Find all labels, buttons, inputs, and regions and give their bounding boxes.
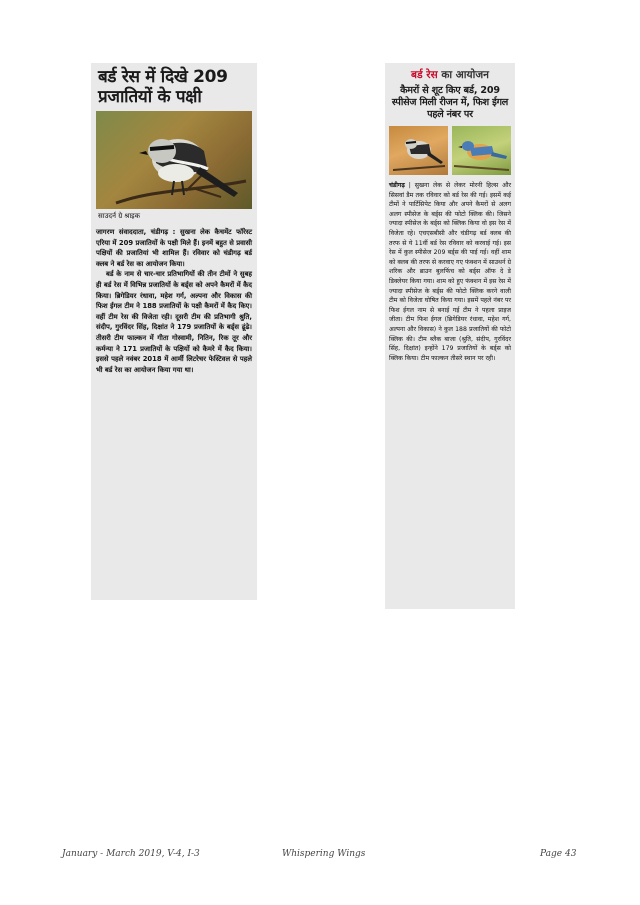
shrike-illustration [96,111,252,209]
bulbul-thumbnail [452,126,511,175]
bulbul-thumbnail-illustration [452,126,511,175]
left-clipping-headline: बर्ड रेस में दिखे 209 प्रजातियों के पक्षी [98,67,228,107]
footer-magazine-name: Whispering Wings [282,849,366,859]
right-clipping-body [389,181,511,363]
left-clipping-body [96,227,252,375]
shrike-thumbnail [389,126,448,175]
left-paragraph-2: बर्ड के नाम से चार-चार प्रतिभागियों की तीन टीमों ने सुबह ही बर्ड रेस में विभिन्न प्रजातियों के बर्ड्स को अपने कैमरों में कैद किया। ब्रिगेडियर रंधावा, महेश गर्ग, अल्पना और विकास की फिश ईगल टीम ने 188 प्रजातियों के पक्षी कैमरों में कैद किए। वहीं टीम रेस की विजेता रही। दूसरी टीम की प्रतिभागी श्रुति, संदीप, गुरविंदर सिंह, दिक्षांत ने 179 प्रजातियों के बर्ड्स ढूंढे। तीसरी टीम फाल्कन में गीता गोस्वामी, नितिन, रिक तूर और कर्मन्या ने 171 प्रजातियों के पक्षियों को कैमरे में कैद किया। इससे पहले नवंबर 2018 में आर्मी लिटरेचर फेस्टिवल से पहले भी बर्ड रेस का आयोजन किया गया था। [96,270,252,374]
kicker-highlight: बर्ड रेस [411,69,438,81]
southern-grey-shrike-photo [96,111,252,209]
footer-issue-info: January - March 2019, V-4, I-3 [62,849,200,859]
kicker-rest: का आयोजन [437,69,489,81]
footer-page-number: Page 43 [540,849,577,859]
bird-photo-row [389,126,511,175]
right-clipping-headline: कैमरों से शूट किए बर्ड, 209 स्पीसेज मिली रीजन में, फिश ईगल पहले नंबर पर [391,85,509,120]
dateline: चंडीगढ़ [389,182,405,189]
photo-caption: साउदर्न ग्रे श्राइक [98,212,140,220]
left-paragraph-1: जागरण संवाददाता, चंडीगढ़ : सुखना लेक कैचमेंट फॉरेस्ट एरिया में 209 प्रजातियों के पक्षी मिले हैं। इनमें बहुत से प्रवासी पक्षियों की प्रजातियां भी शामिल हैं। रविवार को चंडीगढ़ बर्ड क्लब ने बर्ड रेस का आयोजन किया। [96,228,252,268]
right-newspaper-clipping [385,63,515,609]
right-clipping-kicker [389,68,511,82]
shrike-thumbnail-illustration [389,126,448,175]
left-newspaper-clipping [91,63,257,600]
right-body-text: | सुखना लेक से लेकर मोरनी हिल्स और सिसवां डैम तक रविवार को बर्ड रेस की गई। इसमें कई टीमों ने पार्टिसिपेट किया और अपने कैमरों से अलग अलग स्पीसेज के बर्ड्स की फोटो क्लिक की। जिसने ज्यादा स्पीसेज के बर्ड्स को क्लिक किया वो इस रेस में विजेता रहे। एचएसबीसी और चंडीगढ़ बर्ड क्लब की तरफ से ये 11वीं बर्ड रेस रविवार को करवाई गई। इस रेस में कुल स्पीसेज 209 बर्ड्स की पाई गई। वहीं शाम को क्लब की तरफ से करवाए गए फंक्शन में साउथर्न ग्रे शरिक और ब्राउन बुलफिंच को बर्ड्स ऑफ दे डे डिक्लेयर किया गया। शाम को हुए फंक्शन में इस रेस में ज्यादा स्पीसेज के बर्ड्स की फोटो क्लिक करने वाली टीम को विजेता घोषित किया गया। इसमें पहले नंबर पर फिश ईगल नाम से बनाई गई टीम ने पहला प्राइज जीता। टीम फिश ईगल (ब्रिगेडियर रंधावा, महेश गर्ग, अल्पना और विकास) ने कुल 188 प्रजातियों की फोटो क्लिक की। टीम ब्लैक बाजा (श्रुति, संदीप, गुरविंदर सिंह, दिक्षांत) इन्होंने 179 प्रजातियों के बर्ड्स को क्लिक किया। टीम फाल्कन तीसरे स्थान पर रही। [389,182,511,362]
